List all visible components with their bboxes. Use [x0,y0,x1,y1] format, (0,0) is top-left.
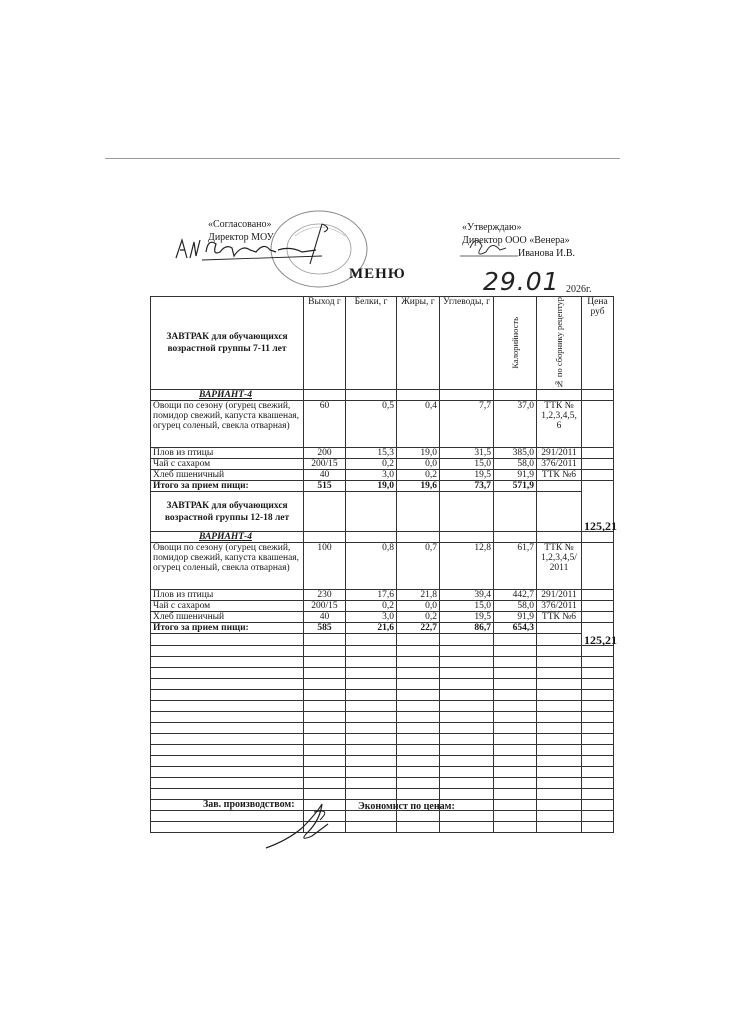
col-fat: Жиры, г [397,297,440,390]
dish-output: 200/15 [304,601,346,612]
empty-row [151,811,614,822]
variant-row [151,532,614,543]
dish-output: 40 [304,612,346,623]
dish-kcal: 442,7 [494,590,537,601]
variant-label: ВАРИАНТ-4 [151,532,304,543]
empty-row [151,668,614,679]
dish-kcal: 37,0 [494,401,537,448]
empty-row [151,634,614,646]
table-row [151,612,614,623]
total-fat: 22,7 [397,623,440,634]
total-protein: 19,0 [346,481,397,492]
dish-output: 200/15 [304,459,346,470]
total-label: Итого за прием пищи: [151,481,304,492]
col-protein: Белки, г [346,297,397,390]
variant-label: ВАРИАНТ-4 [151,390,304,401]
dish-output: 40 [304,470,346,481]
dish-protein: 3,0 [346,612,397,623]
dish-kcal: 91,9 [494,470,537,481]
table-row [151,470,614,481]
dish-fat: 19,0 [397,448,440,459]
dish-output: 100 [304,543,346,590]
table-row [151,590,614,601]
page-title: МЕНЮ [349,266,406,282]
dish-carbs: 39,4 [440,590,494,601]
total-fat: 19,6 [397,481,440,492]
dish-name: Овощи по сезону (огурец свежий, помидор свежий, капуста квашеная, огурец соленый, свекла отварная) [151,401,304,448]
empty-row [151,679,614,690]
dish-ref: 376/2011 [537,459,582,470]
dish-carbs: 12,8 [440,543,494,590]
dish-name: Плов из птицы [151,448,304,459]
handwritten-date: 29.01 [483,267,560,296]
dish-kcal: 385,0 [494,448,537,459]
empty-row [151,745,614,756]
dish-fat: 0,2 [397,470,440,481]
approved-label: «Утверждаю» [462,222,522,233]
dish-carbs: 19,5 [440,470,494,481]
director-signature-icon [172,222,347,267]
dish-protein: 0,2 [346,459,397,470]
dish-fat: 0,4 [397,401,440,448]
group-row [151,492,614,532]
total-row [151,481,614,492]
empty-row [151,723,614,734]
table-row [151,601,614,612]
dish-carbs: 15,0 [440,601,494,612]
dish-name: Плов из птицы [151,590,304,601]
dish-name: Хлеб пшеничный [151,470,304,481]
empty-row [151,822,614,833]
economist-label: Экономист по ценам: [358,801,455,812]
dish-carbs: 19,5 [440,612,494,623]
dish-ref: 376/2011 [537,601,582,612]
empty-row [151,712,614,723]
total-kcal: 571,9 [494,481,537,492]
dish-output: 60 [304,401,346,448]
dish-protein: 15,3 [346,448,397,459]
approver-signature-icon [456,232,556,260]
dish-protein: 0,2 [346,601,397,612]
dish-name: Овощи по сезону (огурец свежий, помидор свежий, капуста квашеная, огурец соленый, свекла отварная) [151,543,304,590]
total-output: 585 [304,623,346,634]
menu-table [150,296,617,833]
dish-output: 200 [304,448,346,459]
dish-kcal: 61,7 [494,543,537,590]
dish-output: 230 [304,590,346,601]
dish-carbs: 15,0 [440,459,494,470]
year-label: 2026г. [566,284,592,295]
dish-ref: ТТК №6 [537,612,582,623]
col-output: Выход г [304,297,346,390]
total-row [151,623,614,634]
empty-row [151,767,614,778]
dish-ref: 291/2011 [537,590,582,601]
table-row [151,459,614,470]
col-carbs: Углеводы, г [440,297,494,390]
agreed-role: Директор МОУ [208,232,274,243]
table-row [151,448,614,459]
production-head-label: Зав. производством: [203,799,295,810]
col-recipe-ref: № по сборнику рецептур [553,297,564,390]
dish-protein: 0,5 [346,401,397,448]
group-title-12-18: ЗАВТРАК для обучающихся возрастной группы 12-18 лет [151,492,304,532]
total-kcal: 654,3 [494,623,537,634]
dish-kcal: 58,0 [494,601,537,612]
empty-row [151,701,614,712]
dish-carbs: 31,5 [440,448,494,459]
dish-protein: 17,6 [346,590,397,601]
dish-kcal: 58,0 [494,459,537,470]
empty-row [151,657,614,668]
group-title-7-11: ЗАВТРАК для обучающихся возрастной группы 7-11 лет [151,297,304,390]
total-carbs: 86,7 [440,623,494,634]
dish-kcal: 91,9 [494,612,537,623]
dish-ref: ТТК № 1,2,3,4,5, 6 [537,401,582,448]
dish-name: Чай с сахаром [151,601,304,612]
empty-row [151,734,614,745]
empty-row [151,646,614,657]
dish-carbs: 7,7 [440,401,494,448]
total-protein: 21,6 [346,623,397,634]
approved-role: Директор ООО «Венера» [462,235,570,246]
col-calories: Калорийность [509,317,520,369]
dish-ref: ТТК № 1,2,3,4,5/ 2011 [537,543,582,590]
total-price: 125,21 [582,623,614,646]
total-label: Итого за прием пищи: [151,623,304,634]
scan-edge-line [105,158,620,159]
empty-row [151,778,614,789]
dish-ref: ТТК №6 [537,470,582,481]
total-price: 125,21 [582,481,614,532]
dish-protein: 3,0 [346,470,397,481]
empty-row [151,690,614,701]
dish-fat: 0,2 [397,612,440,623]
dish-name: Хлеб пшеничный [151,612,304,623]
table-row [151,401,614,448]
total-carbs: 73,7 [440,481,494,492]
total-output: 515 [304,481,346,492]
dish-fat: 0,7 [397,543,440,590]
empty-row [151,756,614,767]
col-price: Цена руб [582,297,614,390]
approved-name: Иванова И.В. [518,248,576,259]
agreed-label: «Согласовано» [208,219,272,230]
table-row [151,543,614,590]
dish-protein: 0,8 [346,543,397,590]
production-signature-icon [262,800,337,852]
variant-row [151,390,614,401]
dish-name: Чай с сахаром [151,459,304,470]
dish-ref: 291/2011 [537,448,582,459]
dish-fat: 0,0 [397,601,440,612]
table-header-row [151,297,614,390]
dish-fat: 21,8 [397,590,440,601]
dish-fat: 0,0 [397,459,440,470]
